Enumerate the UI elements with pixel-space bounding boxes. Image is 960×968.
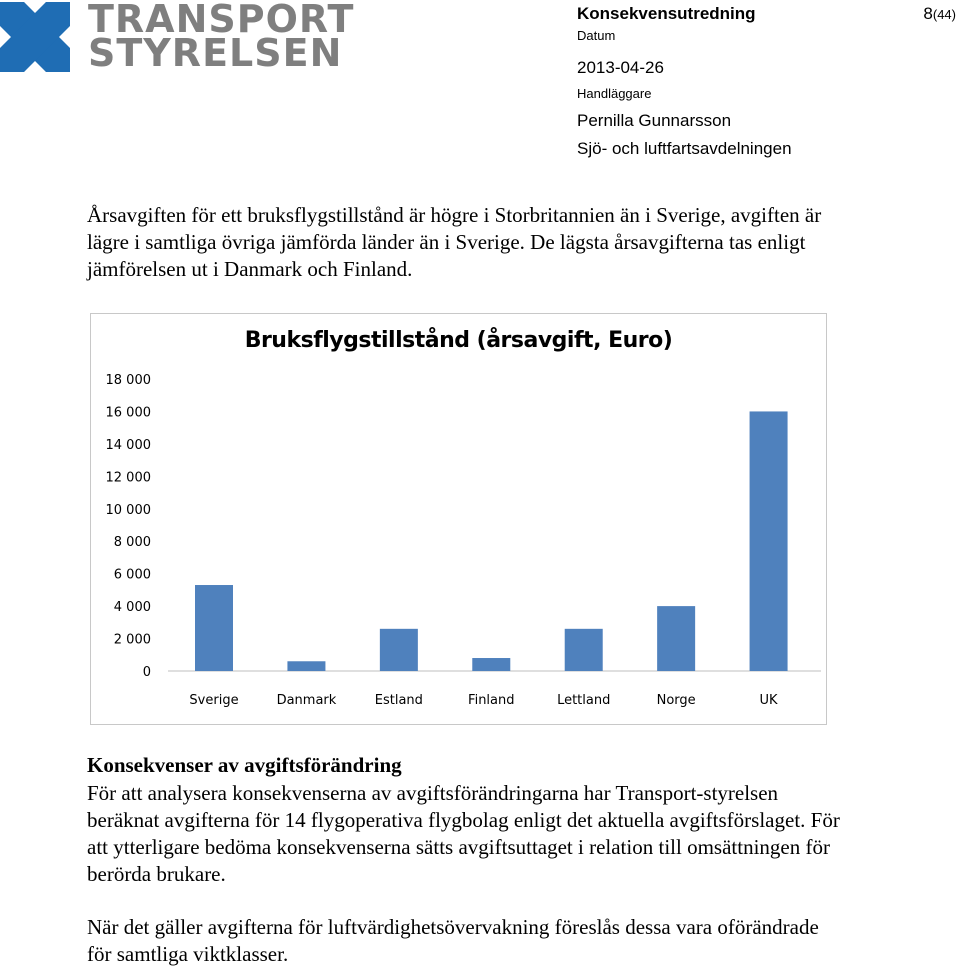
y-tick-label: 8 000 [113,535,151,551]
x-tick-label: Estland [374,693,423,708]
date-label: Datum [577,28,616,43]
bar-uk [750,411,788,671]
page-total: (44) [932,7,956,22]
logo [0,0,355,80]
section-heading: Konsekvenser av avgiftsförändring [87,753,402,777]
page-current: 8 [923,4,933,23]
logo-mark-icon [0,2,70,72]
handler-label: Handläggare [577,86,652,101]
y-tick-label: 16 000 [105,405,151,421]
logo-text-line1: TRANSPORT [88,0,355,41]
x-tick-label: Norge [656,693,696,708]
y-tick-label: 14 000 [105,437,151,453]
bar-lettland [565,629,603,671]
date-value: 2013-04-26 [577,58,664,77]
body-paragraph-2: För att analysera konsekvenserna av avgiftsförändringarna har Transport-styrelsen beräknat avgifterna för 14 flygoperativa flygbolag enligt det aktuella avgiftsförslaget. För att ytterligare bedöma konsekvenserna sätts avgiftsuttaget i relation till omsättningen för berörda brukare. [87,781,840,886]
y-tick-label: 2 000 [113,632,151,648]
x-tick-label: Sverige [189,693,239,708]
page-number [923,4,956,24]
bar-norge [657,606,695,671]
x-tick-label: UK [759,693,778,708]
x-tick-label: Lettland [557,693,611,708]
bar-estland [380,629,418,671]
handler-name: Pernilla Gunnarsson [577,111,732,130]
chart-frame [90,313,827,725]
y-tick-label: 4 000 [113,600,151,616]
y-tick-label: 12 000 [105,470,151,486]
y-tick-label: 10 000 [105,502,151,518]
x-tick-label: Finland [468,693,515,708]
intro-paragraph: Årsavgiften för ett bruksflygstillstånd är högre i Storbritannien än i Sverige, avgiften är lägre i samtliga övriga jämförda länder än i Sverige. De lägsta årsavgifterna tas enligt jämförelsen ut i Danmark och Finland. [87,203,822,281]
body-paragraph-3: När det gäller avgifterna för luftvärdighetsövervakning föreslås dessa vara oförändrade för samtliga viktklasser. [87,915,819,966]
y-tick-label: 18 000 [105,373,151,388]
bar-finland [472,658,510,671]
bar-sverige [195,585,233,671]
logo-text-line2: STYRELSEN [88,31,343,75]
y-tick-label: 6 000 [113,567,151,583]
bar-chart [91,314,826,724]
bar-danmark [287,661,325,671]
chart-title: Bruksflygstillstånd (årsavgift, Euro) [244,328,673,353]
y-tick-label: 0 [142,665,151,680]
document-type: Konsekvensutredning [577,4,756,23]
x-tick-label: Danmark [276,693,337,708]
department: Sjö- och luftfartsavdelningen [577,139,792,158]
